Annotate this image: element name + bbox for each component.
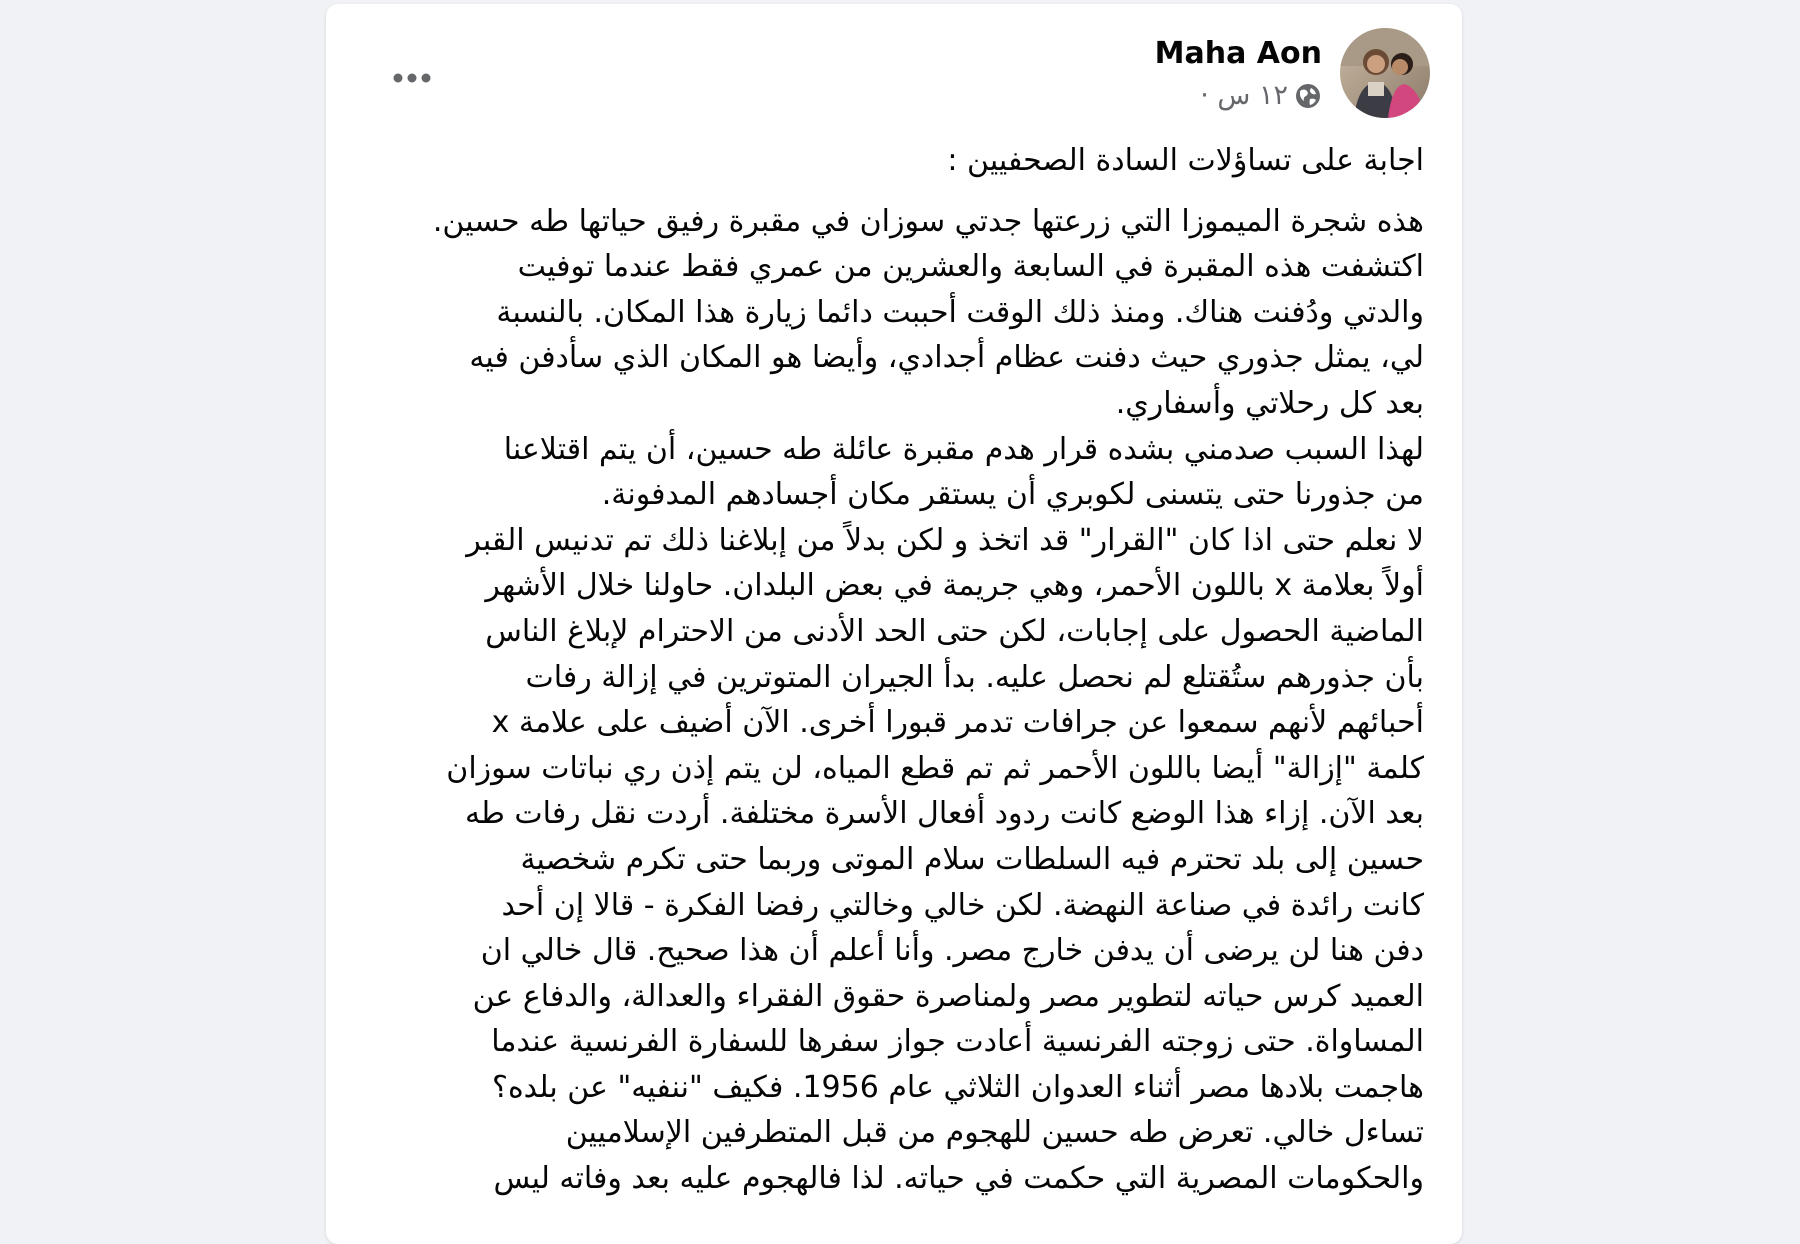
post-line: أولاً بعلامة x باللون الأحمر، وهي جريمة في بعض البلدان. حاولنا خلال الأشهر	[485, 568, 1424, 604]
post-line: هذه شجرة الميموزا التي زرعتها جدتي سوزان في مقبرة رفيق حياتها طه حسين.	[432, 203, 1424, 239]
post-line: لي، يمثل جذوري حيث دفنت عظام أجدادي، وأيضا هو المكان الذي سأدفن فيه	[469, 340, 1424, 376]
post-line: بعد كل رحلاتي وأسفاري.	[1115, 385, 1424, 421]
post-line: حسين إلى بلد تحترم فيه السلطات سلام الموتى وربما حتى تكرم شخصية	[520, 841, 1424, 877]
more-options-icon	[392, 72, 432, 84]
post-body	[354, 138, 1424, 1202]
post-line: كلمة "إزالة" أيضا باللون الأحمر ثم تم قطع المياه، لن يتم إذن ري نباتات سوزان	[446, 750, 1424, 786]
timestamp[interactable]: ١٢ س ·	[1200, 80, 1288, 111]
post-line: بأن جذورهم ستُقتلع لم نحصل عليه. بدأ الجيران المتوترين في إزالة رفات	[525, 659, 1424, 695]
post-line: من جذورنا حتى يتسنى لكوبري أن يستقر مكان أجسادهم المدفونة.	[601, 477, 1424, 513]
author-block	[1155, 28, 1322, 112]
post-line: العميد كرس حياته لتطوير مصر ولمناصرة حقوق الفقراء والعدالة، والدفاع عن	[472, 978, 1424, 1014]
post-line: تساءل خالي. تعرض طه حسين للهجوم من قبل المتطرفين الإسلاميين	[565, 1115, 1424, 1151]
post-line: دفن هنا لن يرضى أن يدفن خارج مصر. وأنا أعلم أن هذا صحيح. قال خالي ان	[480, 933, 1424, 969]
post-line: والحكومات المصرية التي حكمت في حياته. لذا فالهجوم عليه بعد وفاته ليس	[493, 1161, 1424, 1197]
globe-icon[interactable]	[1294, 82, 1322, 110]
avatar[interactable]	[1340, 28, 1430, 118]
post-line: الماضية الحصول على إجابات، لكن حتى الحد الأدنى من الاحترام لإبلاغ الناس	[485, 613, 1424, 649]
post-meta	[1200, 80, 1322, 112]
post-line: كانت رائدة في صناعة النهضة. لكن خالي وخالتي رفضا الفكرة - قالا إن أحد	[501, 887, 1424, 923]
post-line: أحبائهم لأنهم سمعوا عن جرافات تدمر قبورا أخرى. الآن أضيف على علامة x	[491, 705, 1424, 741]
post-header	[1155, 28, 1430, 118]
post-line: لا نعلم حتى اذا كان "القرار" قد اتخذ و لكن بدلاً من إبلاغنا ذلك تم تدنيس القبر	[466, 522, 1424, 558]
post-line: والدتي ودُفنت هناك. ومنذ ذلك الوقت أحببت دائما زيارة هذا المكان. بالنسبة	[496, 294, 1424, 330]
post-title: اجابة على تساؤلات السادة الصحفيين :	[947, 143, 1424, 178]
more-options-button[interactable]	[382, 48, 442, 108]
author-name[interactable]: Maha Aon	[1154, 36, 1322, 71]
post-line: بعد الآن. إزاء هذا الوضع كانت ردود أفعال الأسرة مختلفة. أردت نقل رفات طه	[464, 796, 1424, 832]
post-line: اكتشفت هذه المقبرة في السابعة والعشرين من عمري فقط عندما توفيت	[517, 249, 1424, 285]
post-card	[326, 4, 1462, 1244]
post-line: لهذا السبب صدمني بشده قرار هدم مقبرة عائلة طه حسين، أن يتم اقتلاعنا	[503, 431, 1424, 467]
post-line: هاجمت بلادها مصر أثناء العدوان الثلاثي عام 1956. فكيف "ننفيه" عن بلده؟	[492, 1069, 1424, 1105]
post-line: المساواة. حتى زوجته الفرنسية أعادت جواز سفرها للسفارة الفرنسية عندما	[491, 1024, 1424, 1060]
